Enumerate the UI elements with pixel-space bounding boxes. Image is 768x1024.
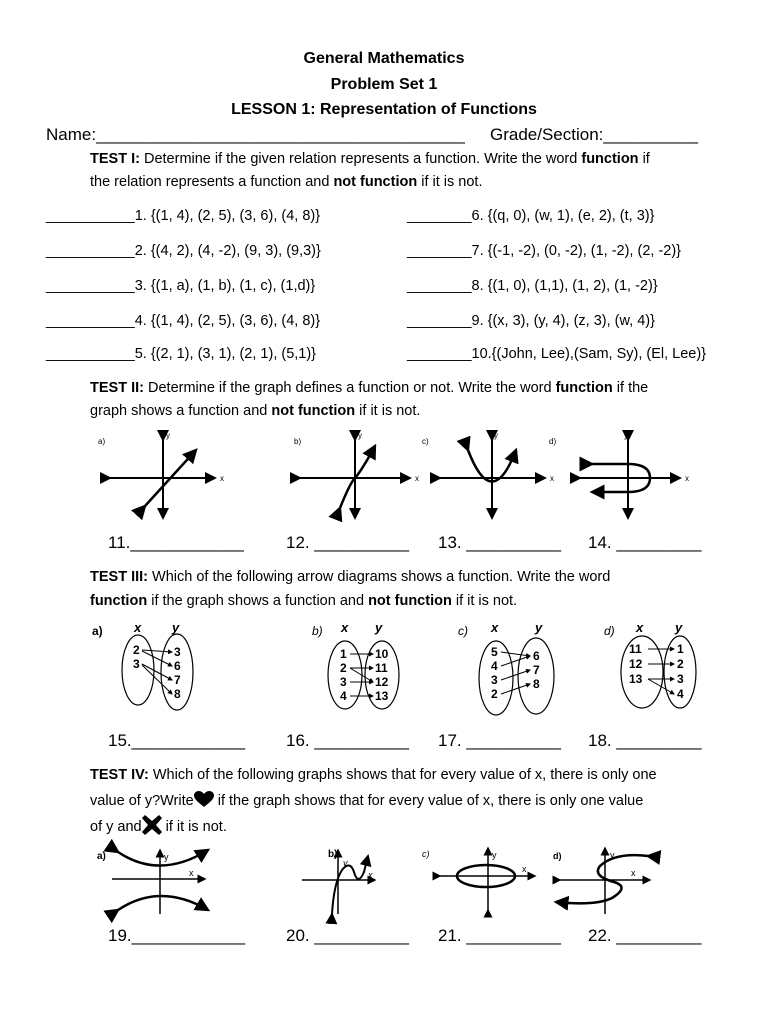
test4-label: TEST IV:: [90, 767, 149, 783]
svg-text:c): c): [422, 437, 429, 446]
arrow-diagram-c: [458, 620, 554, 715]
test3-instruction-line1: TEST III: Which of the following arrow diagrams shows a function. Write the word: [90, 569, 611, 585]
heart-icon: [194, 791, 214, 808]
svg-text:x: x: [685, 474, 689, 483]
svg-text:b): b): [294, 437, 302, 446]
svg-text:y: y: [494, 431, 498, 440]
answer-22[interactable]: 22. _________: [588, 926, 702, 945]
svg-text:a): a): [98, 437, 106, 446]
graph4-d: [553, 848, 650, 914]
answer-18[interactable]: 18. _________: [588, 731, 702, 750]
svg-text:y: y: [375, 620, 383, 635]
test1-instruction-line1: TEST I: Determine if the given relation represents a function. Write the word function if: [90, 151, 650, 167]
svg-text:y: y: [675, 620, 683, 635]
svg-text:c): c): [458, 624, 468, 638]
svg-text:x: x: [522, 864, 527, 874]
course-title: General Mathematics: [303, 50, 465, 67]
svg-text:2: 2: [491, 687, 498, 701]
item-10[interactable]: ________10.{(John, Lee),(Sam, Sy), (El, Lee)}: [407, 346, 707, 362]
graph-b: [294, 431, 419, 518]
item-7[interactable]: ________7. {(-1, -2), (0, -2), (1, -2), (2, -2)}: [407, 243, 682, 259]
test3-label: TEST III:: [90, 569, 148, 585]
svg-text:y: y: [164, 852, 169, 862]
item-4[interactable]: ___________4. {(1, 4), (2, 5), (3, 6), (4, 8)}: [46, 313, 321, 329]
svg-text:d): d): [604, 624, 615, 638]
svg-text:x: x: [189, 868, 194, 878]
svg-text:8: 8: [174, 687, 181, 701]
svg-text:6: 6: [174, 659, 181, 673]
graph4-c: [422, 848, 535, 910]
problem-set-title: Problem Set 1: [330, 76, 438, 93]
svg-text:3: 3: [340, 675, 347, 689]
svg-text:y: y: [343, 858, 348, 868]
svg-text:1: 1: [340, 647, 347, 661]
svg-text:2: 2: [133, 643, 140, 657]
test3-instruction-line2: function if the graph shows a function and not function if it is not.: [90, 593, 518, 609]
svg-text:3: 3: [174, 645, 181, 659]
answer-16[interactable]: 16. __________: [286, 731, 409, 750]
svg-text:x: x: [341, 620, 349, 635]
item-2[interactable]: ___________2. {(4, 2), (4, -2), (9, 3), (9,3)}: [46, 243, 321, 259]
svg-text:4: 4: [677, 687, 684, 701]
svg-text:y: y: [535, 620, 543, 635]
lesson-title: LESSON 1: Representation of Functions: [231, 101, 537, 118]
svg-text:2: 2: [340, 661, 347, 675]
test1-instruction-line2: the relation represents a function and not function if it is not.: [90, 174, 483, 190]
test2-label: TEST II:: [90, 380, 144, 396]
graph4-b: [302, 849, 375, 914]
answer-12[interactable]: 12. __________: [286, 533, 409, 552]
svg-text:7: 7: [533, 663, 540, 677]
svg-text:4: 4: [491, 659, 498, 673]
answer-13[interactable]: 13. __________: [438, 533, 561, 552]
svg-text:d): d): [549, 437, 557, 446]
svg-text:y: y: [492, 850, 497, 860]
answer-19[interactable]: 19.____________: [108, 926, 246, 945]
svg-text:c): c): [422, 849, 430, 859]
test2-graphs: [0, 428, 768, 528]
svg-text:12: 12: [375, 675, 389, 689]
svg-text:12: 12: [629, 657, 643, 671]
svg-text:y: y: [358, 431, 362, 440]
item-8[interactable]: ________8. {(1, 0), (1,1), (1, 2), (1, -2)}: [407, 278, 658, 294]
test4-instruction-line3: of y and if it is not.: [90, 815, 227, 835]
svg-text:13: 13: [629, 672, 643, 686]
arrow-diagram-a: [92, 620, 193, 710]
svg-text:y: y: [624, 431, 628, 440]
svg-text:a): a): [92, 624, 103, 638]
svg-text:5: 5: [491, 645, 498, 659]
test2-instruction-line2: graph shows a function and not function if it is not.: [90, 403, 421, 419]
answer-20[interactable]: 20. __________: [286, 926, 409, 945]
answer-11[interactable]: 11.____________: [108, 533, 244, 552]
answer-21[interactable]: 21. __________: [438, 926, 561, 945]
answer-14[interactable]: 14. _________: [588, 533, 702, 552]
test4-instruction-line2: value of y?Write if the graph shows that for every value of x, there is only one value: [90, 793, 644, 809]
svg-text:3: 3: [133, 657, 140, 671]
svg-text:6: 6: [533, 649, 540, 663]
test1-label: TEST I:: [90, 151, 140, 167]
svg-text:1: 1: [677, 642, 684, 656]
svg-text:x: x: [550, 474, 554, 483]
svg-text:b): b): [312, 624, 323, 638]
item-3[interactable]: ___________3. {(1, a), (1, b), (1, c), (1,d)}: [46, 278, 316, 294]
name-field[interactable]: Name:_______________________________________: [46, 125, 465, 144]
arrow-diagram-b: [312, 620, 399, 709]
cross-icon: [142, 815, 162, 835]
svg-text:x: x: [220, 474, 224, 483]
graph4-a: [97, 850, 208, 914]
svg-text:x: x: [631, 868, 636, 878]
svg-text:x: x: [491, 620, 499, 635]
grade-section-field[interactable]: Grade/Section:__________: [490, 125, 698, 144]
svg-text:x: x: [134, 620, 142, 635]
svg-text:7: 7: [174, 673, 181, 687]
item-1[interactable]: ___________1. {(1, 4), (2, 5), (3, 6), (4, 8)}: [46, 208, 321, 224]
answer-15[interactable]: 15.____________: [108, 731, 246, 750]
svg-text:x: x: [368, 870, 373, 880]
svg-text:8: 8: [533, 677, 540, 691]
svg-text:a): a): [97, 851, 106, 862]
item-5[interactable]: ___________5. {(2, 1), (3, 1), (2, 1), (5,1)}: [46, 346, 317, 362]
svg-text:d): d): [553, 851, 562, 861]
svg-text:10: 10: [375, 647, 389, 661]
svg-text:x: x: [636, 620, 644, 635]
graph-a: [98, 431, 224, 518]
test4-graphs: [0, 842, 768, 922]
svg-text:11: 11: [629, 642, 642, 656]
svg-text:11: 11: [375, 661, 388, 675]
arrow-diagram-d: [604, 620, 696, 708]
test3-diagrams: [0, 620, 768, 720]
test2-instruction-line1: TEST II: Determine if the graph defines a function or not. Write the word function if the: [90, 380, 649, 396]
answer-17[interactable]: 17. __________: [438, 731, 561, 750]
item-6[interactable]: ________6. {(q, 0), (w, 1), (e, 2), (t, 3)}: [407, 208, 655, 224]
svg-text:b): b): [328, 849, 338, 860]
svg-text:2: 2: [677, 657, 684, 671]
test4-instruction-line1: TEST IV: Which of the following graphs shows that for every value of x, there is only one: [90, 767, 657, 783]
svg-text:x: x: [415, 474, 419, 483]
svg-text:y: y: [610, 850, 615, 860]
svg-text:3: 3: [677, 672, 684, 686]
svg-text:3: 3: [491, 673, 498, 687]
svg-text:13: 13: [375, 689, 389, 703]
svg-text:4: 4: [340, 689, 347, 703]
graph-d: [549, 431, 689, 518]
svg-text:y: y: [172, 620, 180, 635]
graph-c: [422, 431, 557, 518]
item-9[interactable]: ________9. {(x, 3), (y, 4), (z, 3), (w, 4)}: [407, 313, 655, 329]
svg-text:y: y: [166, 431, 170, 440]
